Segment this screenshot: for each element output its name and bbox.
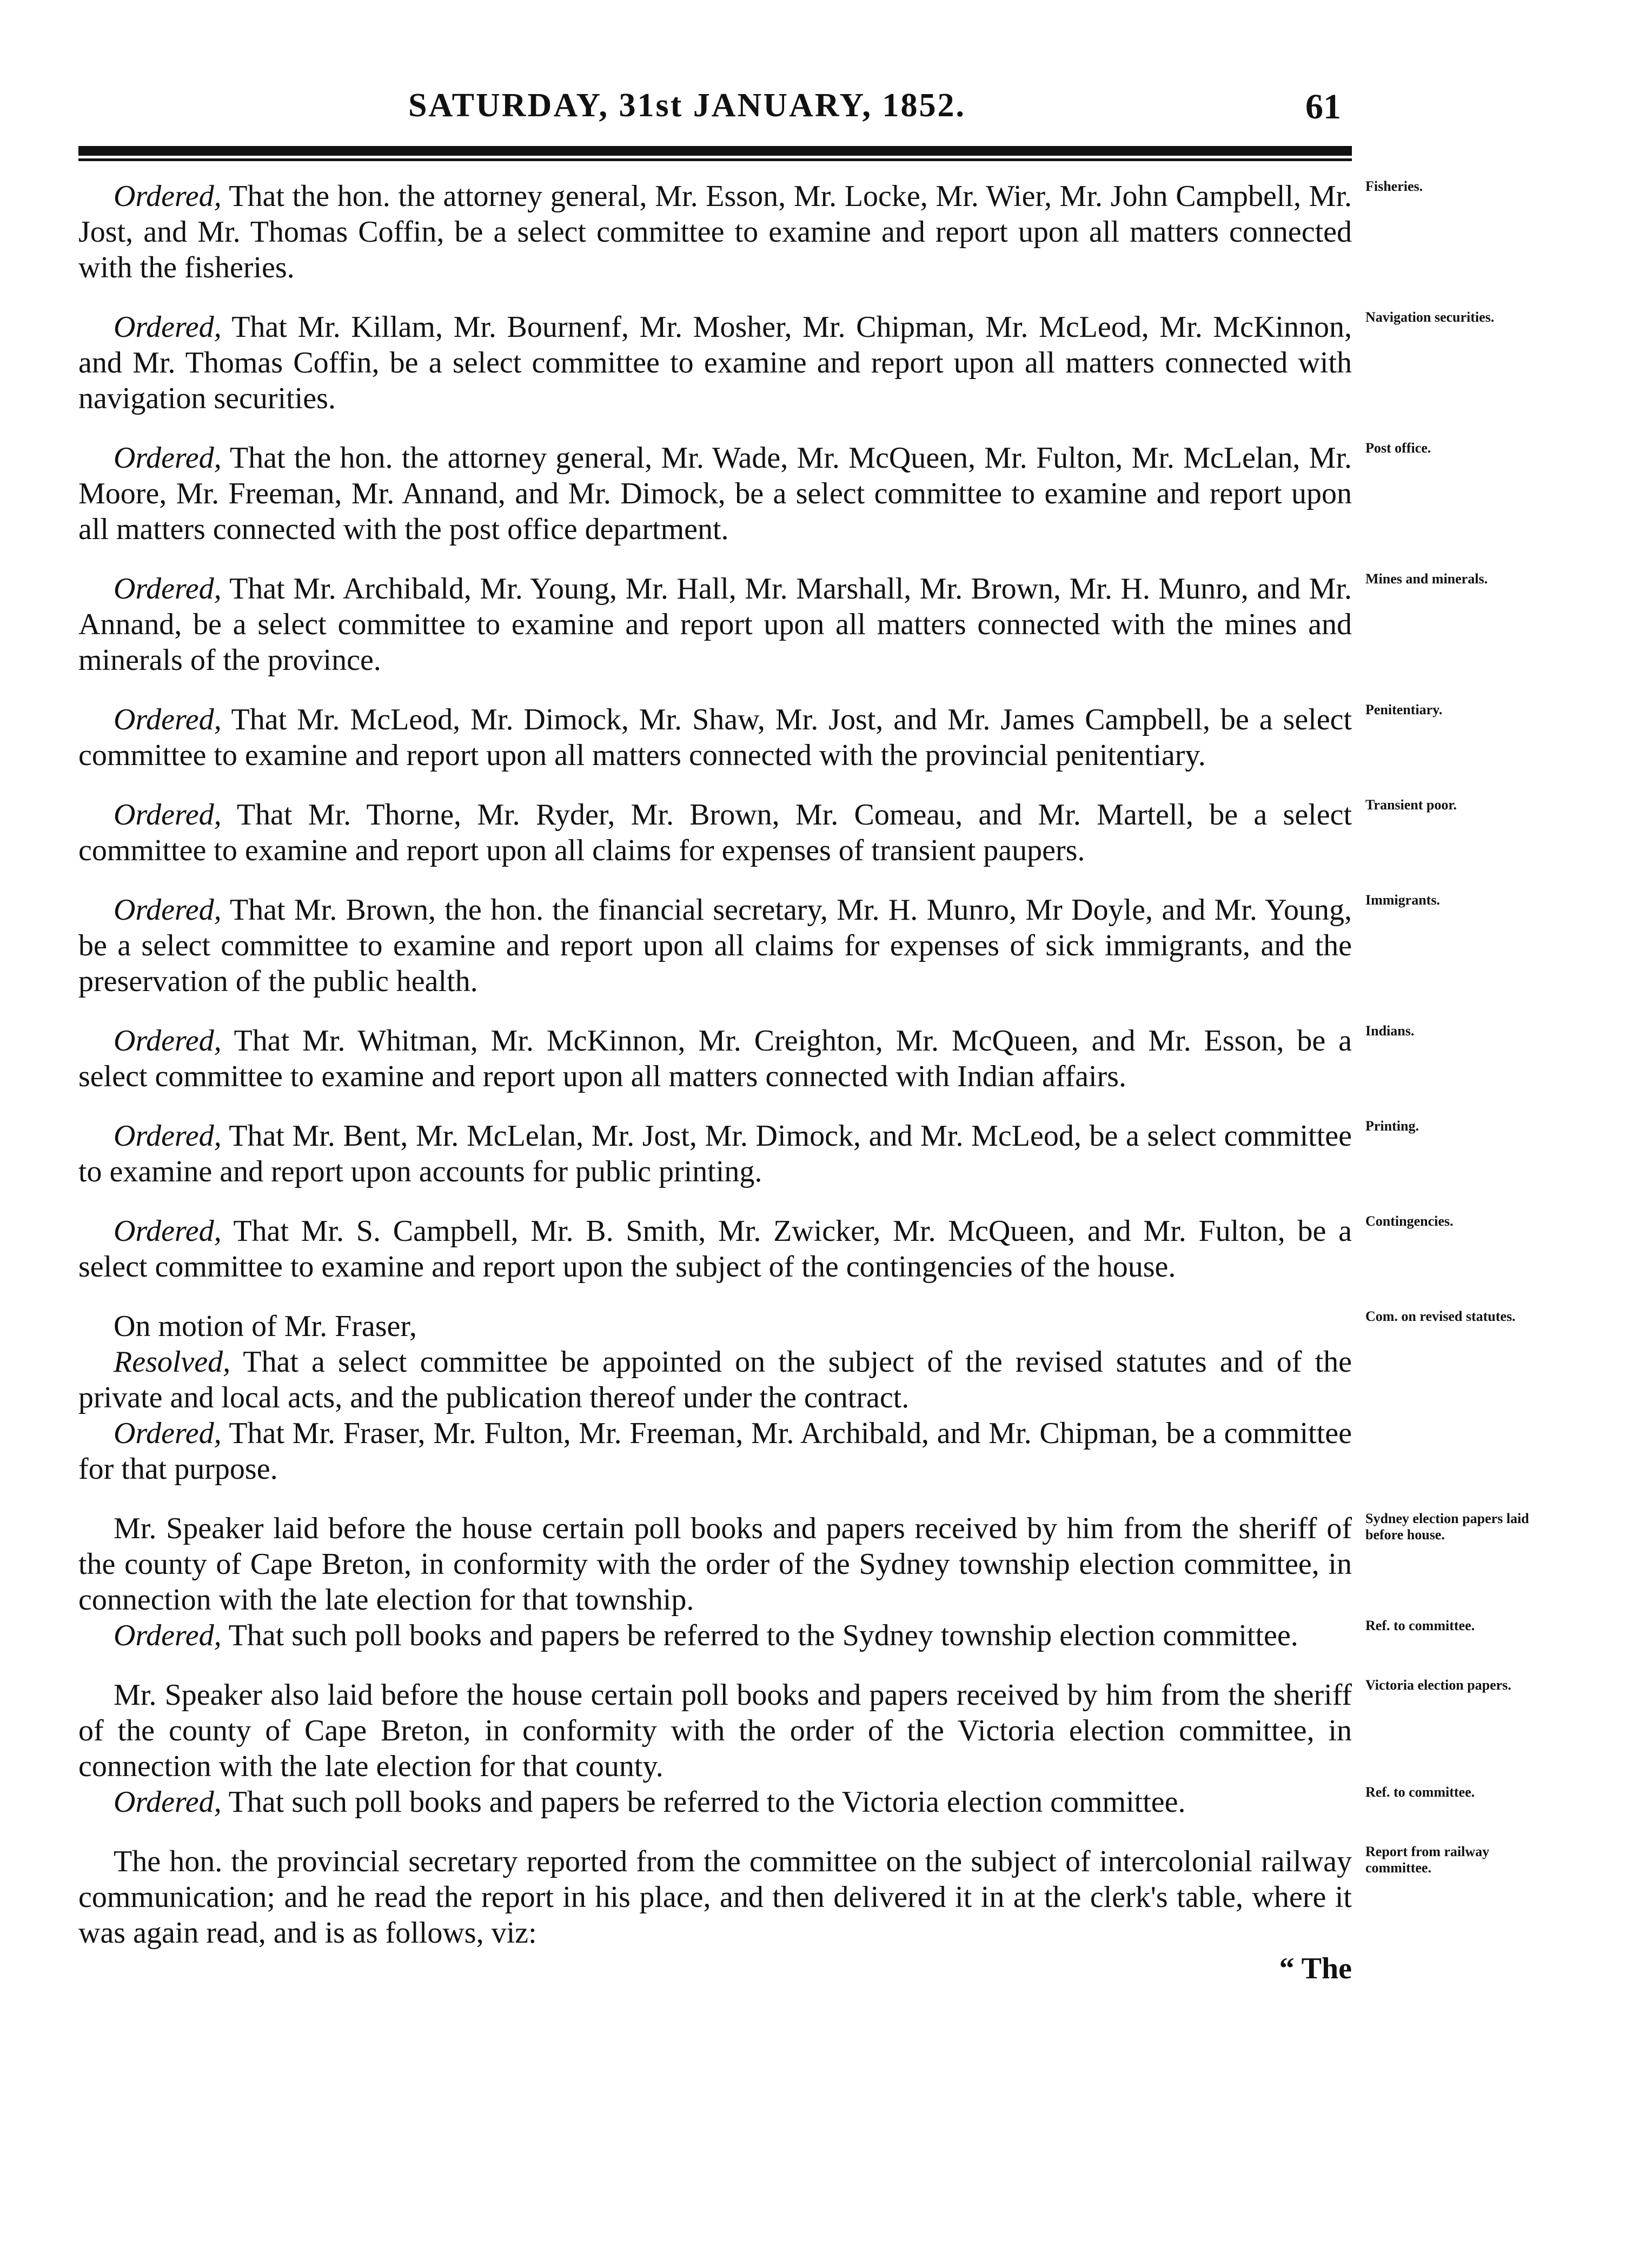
marginal-note-fisheries: Fisheries.	[1365, 178, 1423, 194]
marginal-note-ref-committee: Ref. to committee.	[1365, 1618, 1475, 1633]
marginal-note-railway: Report from railway committee.	[1365, 1844, 1490, 1876]
resolution-revised-statutes	[78, 1344, 1352, 1415]
marginal-note-sydney-election: Sydney election papers laid before house.	[1365, 1511, 1529, 1543]
marginal-note-printing: Printing.	[1365, 1118, 1419, 1134]
order-sydney-referral	[78, 1618, 1475, 1653]
marginal-note-navigation: Navigation securities.	[1365, 309, 1495, 325]
order-lead: Ordered,	[114, 1785, 222, 1819]
speaker-sydney-papers	[78, 1511, 1529, 1618]
order-text: That Mr. Whitman, Mr. McKinnon, Mr. Creighton, Mr. McQueen, and Mr. Esson, be a select committee to examine and report upon all matters connected with Indian affairs.	[78, 1024, 1352, 1093]
order-lead: Ordered,	[114, 1024, 222, 1058]
order-text: That Mr. S. Campbell, Mr. B. Smith, Mr. Zwicker, Mr. McQueen, and Mr. Fulton, be a select committee to examine and report upon the subject of the contingencies of the house.	[78, 1214, 1352, 1284]
order-victoria-referral	[78, 1784, 1475, 1820]
order-text: On motion of Mr. Fraser,	[114, 1310, 417, 1343]
order-lead: Ordered,	[114, 180, 222, 213]
marginal-note-indians: Indians.	[1365, 1023, 1415, 1039]
marginal-note-ref-committee-2: Ref. to committee.	[1365, 1784, 1475, 1800]
catchword: “ The	[1279, 1952, 1352, 1985]
order-indians	[78, 1023, 1415, 1094]
order-text: The hon. the provincial secretary reported from the committee on the subject of intercolonial railway communication; and he read the report in his place, and then delivered it in at the clerk's table, where it was again read, and is as follows, viz:	[78, 1845, 1352, 1950]
order-mines-minerals	[78, 571, 1488, 678]
order-post-office	[78, 440, 1431, 547]
order-immigrants	[78, 892, 1440, 999]
page-header-date: SATURDAY, 31st JANUARY, 1852.	[408, 87, 966, 124]
order-navigation-securities	[78, 309, 1495, 416]
marginal-note-mines: Mines and minerals.	[1365, 571, 1488, 587]
page-number: 61	[1305, 87, 1341, 127]
running-header	[78, 76, 1352, 135]
order-text: Mr. Speaker laid before the house certain poll books and papers received by him from the sheriff of the county of Cape Breton, in conformity with the order of the Sydney township election committee, in connection with the late election for that township.	[78, 1512, 1352, 1617]
order-lead: Ordered,	[114, 1417, 222, 1450]
order-lead: Ordered,	[114, 1619, 222, 1652]
order-text: That a select committee be appointed on the subject of the revised statutes and of the private and local acts, and the publication thereof under the contract.	[78, 1345, 1352, 1414]
marginal-note-penitentiary: Penitentiary.	[1365, 702, 1443, 717]
order-text: That Mr. Thorne, Mr. Ryder, Mr. Brown, Mr. Comeau, and Mr. Martell, be a select committee to examine and report upon all claims for expenses of transient paupers.	[78, 798, 1352, 867]
order-lead: Ordered,	[114, 798, 222, 832]
marginal-note-contingencies: Contingencies.	[1365, 1213, 1454, 1229]
order-text: That the hon. the attorney general, Mr. Esson, Mr. Locke, Mr. Wier, Mr. John Campbell, Mr. Jost, and Mr. Thomas Coffin, be a select committee to examine and report upon all matters connected with the fisheries.	[78, 180, 1352, 284]
journal-body	[78, 178, 1529, 1994]
order-lead: Ordered,	[114, 893, 222, 927]
railway-report	[78, 1844, 1490, 1951]
order-text: That Mr. Brown, the hon. the financial secretary, Mr. H. Munro, Mr Doyle, and Mr. Young, be a select committee to examine and report upon all claims for expenses of sick immigrants, and the preservation of the public health.	[78, 893, 1352, 998]
order-penitentiary	[78, 702, 1443, 773]
marginal-note-transient-poor: Transient poor.	[1365, 797, 1457, 813]
order-contingencies	[78, 1213, 1454, 1285]
order-text: That such poll books and papers be referred to the Victoria election committee.	[221, 1785, 1186, 1819]
order-text: That Mr. Archibald, Mr. Young, Mr. Hall, Mr. Marshall, Mr. Brown, Mr. H. Munro, and Mr. Annand, be a select committee to examine and report upon all matters connected with the mines and minerals of the province.	[78, 572, 1352, 677]
order-lead: Ordered,	[114, 441, 222, 475]
order-lead: Ordered,	[114, 572, 222, 606]
order-lead: Ordered,	[114, 1214, 222, 1248]
order-lead: Resolved,	[114, 1345, 231, 1379]
order-transient-poor	[78, 797, 1457, 868]
order-lead: Ordered,	[114, 310, 222, 344]
order-text: That Mr. Killam, Mr. Bournenf, Mr. Mosher, Mr. Chipman, Mr. McLeod, Mr. McKinnon, and Mr. Thomas Coffin, be a select committee to examine and report upon all matters connected with navigation securities.	[78, 310, 1352, 415]
marginal-note-victoria-election: Victoria election papers.	[1365, 1677, 1511, 1693]
header-rule-thin	[78, 158, 1352, 161]
order-revised-statutes-committee	[78, 1415, 1352, 1487]
marginal-note-post-office: Post office.	[1365, 440, 1431, 456]
order-lead: Ordered,	[114, 1119, 222, 1153]
speaker-victoria-papers	[78, 1677, 1511, 1784]
order-text: That such poll books and papers be referred to the Sydney township election committee.	[221, 1619, 1298, 1652]
order-text: That Mr. McLeod, Mr. Dimock, Mr. Shaw, Mr. Jost, and Mr. James Campbell, be a select committee to examine and report upon all matters connected with the provincial penitentiary.	[78, 703, 1352, 772]
order-lead: Ordered,	[114, 703, 222, 736]
marginal-note-immigrants: Immigrants.	[1365, 892, 1440, 908]
order-printing	[78, 1118, 1419, 1189]
order-fisheries	[78, 178, 1423, 285]
order-text: Mr. Speaker also laid before the house certain poll books and papers received by him from the sheriff of the county of Cape Breton, in conformity with the order of the Victoria election committee, in connection with the late election for that county.	[78, 1678, 1352, 1783]
header-rule-thick	[78, 146, 1352, 156]
marginal-note-revised-statutes: Com. on revised statutes.	[1365, 1308, 1516, 1324]
order-text: That Mr. Fraser, Mr. Fulton, Mr. Freeman, Mr. Archibald, and Mr. Chipman, be a committee for that purpose.	[78, 1417, 1352, 1486]
motion-fraser	[78, 1308, 1516, 1344]
order-text: That Mr. Bent, Mr. McLelan, Mr. Jost, Mr. Dimock, and Mr. McLeod, be a select committee to examine and report upon accounts for public printing.	[78, 1119, 1352, 1188]
order-text: That the hon. the attorney general, Mr. Wade, Mr. McQueen, Mr. Fulton, Mr. McLelan, Mr. Moore, Mr. Freeman, Mr. Annand, and Mr. Dimock, be a select committee to examine and report upon all matters connected with the post office department.	[78, 441, 1352, 546]
